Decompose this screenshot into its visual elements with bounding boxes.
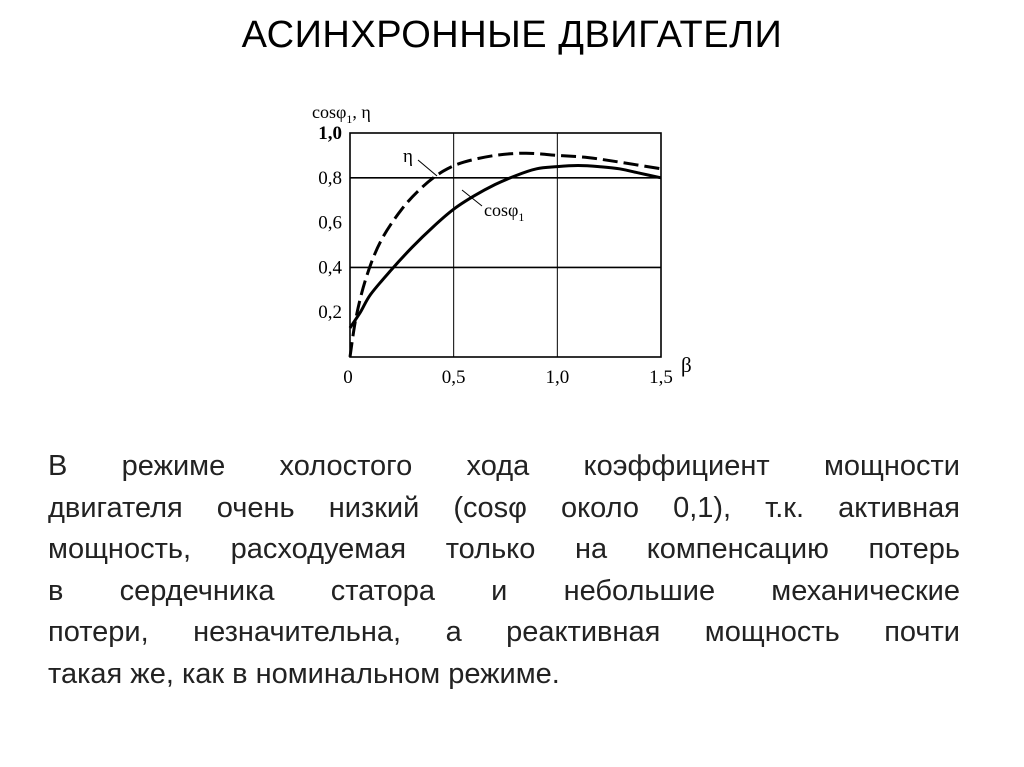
body-text bbox=[48, 446, 960, 695]
y-tick-label: 0,4 bbox=[318, 257, 342, 279]
y-tick-label: 0,8 bbox=[318, 167, 342, 189]
x-tick-label: 1,5 bbox=[649, 367, 673, 388]
body-line: двигателя очень низкий (cosφ около 0,1), т.к. активная bbox=[48, 491, 960, 524]
y-tick-label: 0,2 bbox=[318, 302, 342, 324]
slide-title: АСИНХРОННЫЕ ДВИГАТЕЛИ bbox=[241, 14, 783, 56]
body-line: В режиме холостого хода коэффициент мощности bbox=[48, 450, 960, 482]
x-tick-label: 0 bbox=[343, 367, 353, 388]
y-tick-label: 1,0 bbox=[318, 123, 342, 144]
chart-labels bbox=[312, 102, 692, 388]
x-tick-label: 1,0 bbox=[545, 367, 570, 388]
series-cosphi-line bbox=[350, 166, 661, 328]
body-line: мощность, расходуемая только на компенсацию потерь bbox=[48, 533, 960, 565]
annotation-cosphi: cosφ$_1$ bbox=[484, 200, 525, 224]
chart-series bbox=[350, 153, 661, 357]
annotation-eta: η bbox=[403, 146, 413, 167]
y-axis-label: cosφ$_1$, η bbox=[312, 102, 371, 126]
body-line: потери, незначительна, а реактивная мощность почти bbox=[48, 616, 960, 648]
series-eta-line bbox=[350, 153, 661, 357]
y-tick-label: 0,6 bbox=[318, 212, 342, 234]
body-line: в сердечника статора и небольшие механические bbox=[48, 574, 960, 607]
x-tick-label: 0,5 bbox=[441, 367, 466, 388]
annotation-leader-eta bbox=[418, 160, 437, 176]
body-line: такая же, как в номинальном режиме. bbox=[48, 657, 560, 690]
x-axis-label: β bbox=[681, 353, 692, 377]
